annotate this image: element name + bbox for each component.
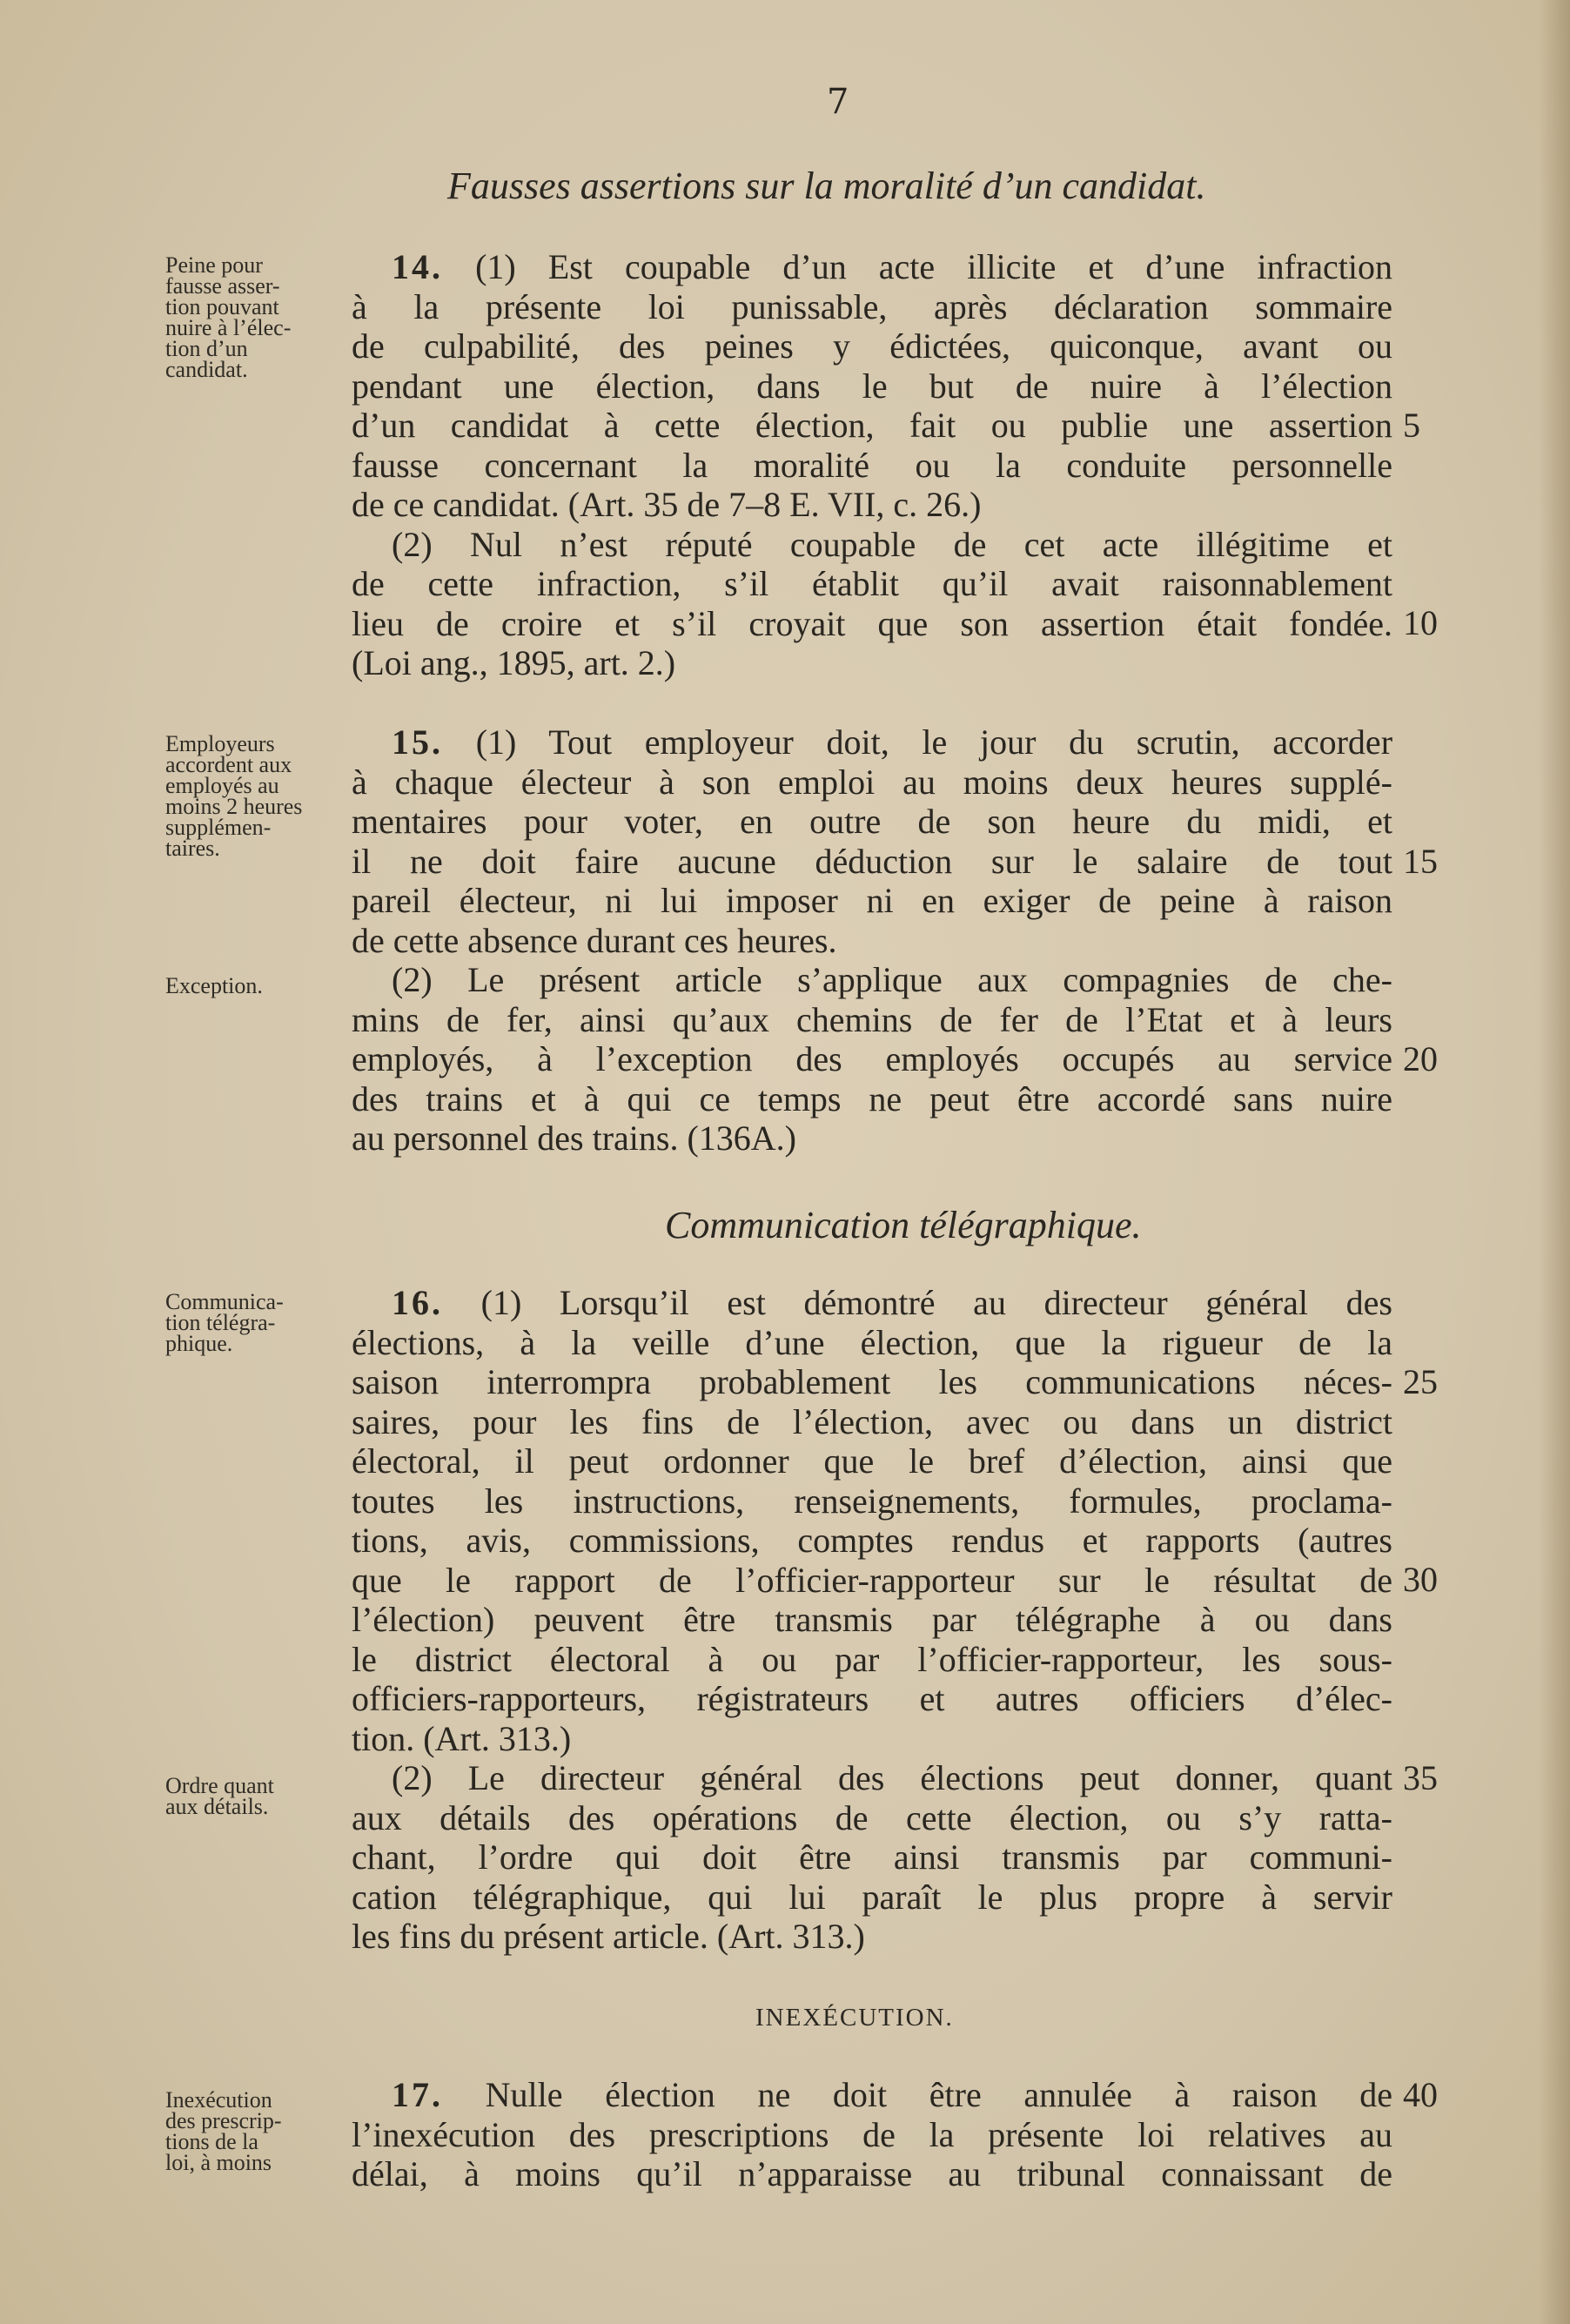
line-number: 30: [1403, 1560, 1438, 1599]
section-14: 14. (1) Est coupable d’un acte illicite et d’une infraction à la présente loi punissable, après déclaration sommaire de culpabilité, des peines y édictées, quiconque, avant ou pendant une élection, dans le but de nuire à l’élection d’un candidat à cette élection, fait ou publie une assertion fausse concernant la moralité ou la conduite personnelle de ce candidat. (Art. 35 de 7–8 E. VII, c. 26.) (2) Nul n’est réputé coupable de cet acte illégitime et de cette infraction, s’il établit qu’il avait raisonnablement lieu de croire et s’il croyait que son assertion était fondée. (Loi ang., 1895, art. 2.): [352, 247, 1392, 682]
margin-note-15: Employeurs accordent aux employés au moins 2 heures supplémen- taires.: [165, 731, 303, 861]
margin-note-14: Peine pour fausse asser- tion pouvant nuire à l’élec- tion d’un candidat.: [165, 252, 292, 382]
margin-note-ordre: Ordre quant aux détails.: [165, 1773, 274, 1819]
line-number: 25: [1403, 1362, 1438, 1401]
margin-note-16: Communica- tion télégra- phique.: [165, 1289, 284, 1356]
section-number: 17.: [392, 2075, 443, 2114]
section-16: 16. (1) Lorsqu’il est démontré au directeur général des élections, à la veille d’une élection, que la rigueur de la saison interrompra probablement les communications néces- saires, pour les fins de l’élection, avec ou dans un district électoral, il peut ordonner que le bref d’élection, ainsi que toutes les instructions, renseignements, formules, proclama- tions, avis, commissions, comptes rendus et rapports (autres que le rapport de l’officier-rapporteur sur le résultat de l’élection) peuvent être transmis par télégraphe à ou dans le district électoral à ou par l’officier-rapporteur, les sous- officiers-rapporteurs, régistrateurs et autres officiers d’élec- tion. (Art. 313.) (2) Le directeur général des élections peut donner, quant aux détails des opérations de cette élection, ou s’y ratta- chant, l’ordre qui doit être ainsi transmis par communi- cation télégraphique, qui lui paraît le plus propre à servir les fins du présent article. (Art. 313.): [352, 1283, 1392, 1956]
page-edge-shadow: [1539, 0, 1570, 2324]
line-number: 5: [1403, 406, 1420, 445]
heading-fausses-assertions: Fausses assertions sur la moralité d’un candidat.: [447, 165, 1206, 207]
section-number: 16.: [392, 1283, 443, 1322]
line-number: 20: [1403, 1039, 1438, 1078]
line-number: 10: [1403, 603, 1438, 642]
heading-inexecution: INEXÉCUTION.: [755, 2004, 954, 2032]
line-number: 35: [1403, 1758, 1438, 1797]
margin-note-17: Inexécution des prescrip- tions de la loi, à moins: [165, 2087, 282, 2175]
section-number: 15.: [392, 722, 443, 762]
heading-communication-telegraphique: Communication télégraphique.: [665, 1204, 1142, 1246]
line-number: 15: [1403, 842, 1438, 881]
line-number: 40: [1403, 2075, 1438, 2114]
section-17: 17. Nulle élection ne doit être annulée à raison de l’inexécution des prescriptions de la présente loi relatives au délai, à moins qu’il n’apparaisse au tribunal connaissant de: [352, 2075, 1393, 2193]
page-number: 7: [827, 82, 849, 122]
margin-note-exception: Exception.: [165, 973, 263, 998]
section-number: 14.: [392, 247, 443, 286]
section-15: 15. (1) Tout employeur doit, le jour du scrutin, accorder à chaque électeur à son emploi au moins deux heures supplé- mentaires pour voter, en outre de son heure du midi, et il ne doit faire aucune déduction sur le salaire de tout pareil électeur, ni lui imposer ni en exiger de peine à raison de cette absence durant ces heures. (2) Le présent article s’applique aux compagnies de che- mins de fer, ainsi qu’aux chemins de fer de l’Etat et à leurs employés, à l’exception des employés occupés au service des trains et à qui ce temps ne peut être accordé sans nuire au personnel des trains. (136A.): [352, 722, 1393, 1158]
